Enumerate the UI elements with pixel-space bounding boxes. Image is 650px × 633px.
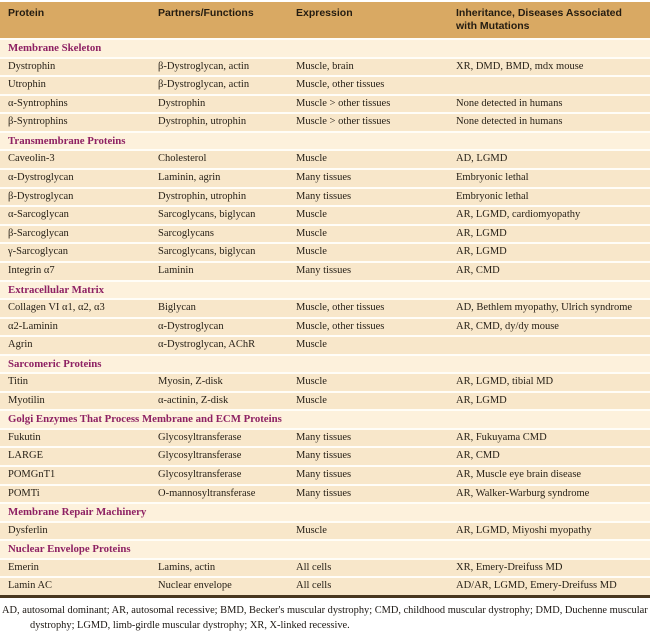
inheritance-cell: AR, CMD, dy/dy mouse (448, 318, 650, 337)
section-title: Nuclear Envelope Proteins (0, 540, 650, 558)
protein-cell: Fukutin (0, 429, 150, 448)
table-row (0, 559, 650, 578)
partners-cell: Glycosyltransferase (150, 429, 288, 448)
table-row (0, 429, 650, 448)
inheritance-cell: AR, LGMD, Miyoshi myopathy (448, 522, 650, 541)
table-row (0, 243, 650, 262)
protein-cell: LARGE (0, 447, 150, 466)
expression-cell: Many tissues (288, 447, 448, 466)
table-row (0, 522, 650, 541)
protein-cell: Agrin (0, 336, 150, 355)
expression-cell: Many tissues (288, 262, 448, 281)
section-header-row (0, 355, 650, 373)
protein-cell: Lamin AC (0, 577, 150, 596)
partners-cell: Sarcoglycans, biglycan (150, 243, 288, 262)
inheritance-cell: AR, Walker-Warburg syndrome (448, 485, 650, 504)
expression-cell: Many tissues (288, 485, 448, 504)
protein-cell: Myotilin (0, 392, 150, 411)
inheritance-cell: XR, Emery-Dreifuss MD (448, 559, 650, 578)
expression-cell: Muscle (288, 206, 448, 225)
table-row (0, 299, 650, 318)
section-title: Membrane Skeleton (0, 39, 650, 57)
partners-cell: β-Dystroglycan, actin (150, 58, 288, 77)
section-header-row (0, 410, 650, 428)
protein-cell: Emerin (0, 559, 150, 578)
section-header-row (0, 39, 650, 57)
inheritance-cell: AR, LGMD, tibial MD (448, 373, 650, 392)
protein-cell: α2-Laminin (0, 318, 150, 337)
section-title: Golgi Enzymes That Process Membrane and ECM Proteins (0, 410, 650, 428)
section-title: Extracellular Matrix (0, 281, 650, 299)
partners-cell: Glycosyltransferase (150, 447, 288, 466)
table-row (0, 577, 650, 596)
inheritance-cell: AD/AR, LGMD, Emery-Dreifuss MD (448, 577, 650, 596)
table-row (0, 113, 650, 132)
protein-cell: Titin (0, 373, 150, 392)
inheritance-cell: XR, DMD, BMD, mdx mouse (448, 58, 650, 77)
expression-cell: Muscle (288, 336, 448, 355)
table-row (0, 150, 650, 169)
expression-cell: Muscle (288, 243, 448, 262)
partners-cell: α-Dystroglycan, AChR (150, 336, 288, 355)
inheritance-cell (448, 336, 650, 355)
inheritance-cell: AR, CMD (448, 262, 650, 281)
partners-cell (150, 522, 288, 541)
table-row (0, 447, 650, 466)
partners-cell: Lamins, actin (150, 559, 288, 578)
table-header-row (0, 1, 650, 39)
table-row (0, 318, 650, 337)
section-title: Transmembrane Proteins (0, 132, 650, 150)
table-row (0, 76, 650, 95)
partners-cell: Sarcoglycans (150, 225, 288, 244)
expression-cell: Muscle, other tissues (288, 318, 448, 337)
expression-cell: All cells (288, 577, 448, 596)
inheritance-cell: AR, LGMD (448, 225, 650, 244)
section-header-row (0, 132, 650, 150)
expression-cell: Muscle > other tissues (288, 113, 448, 132)
protein-cell: α-Sarcoglycan (0, 206, 150, 225)
expression-cell: Muscle (288, 392, 448, 411)
expression-cell: Muscle, other tissues (288, 299, 448, 318)
protein-cell: Integrin α7 (0, 262, 150, 281)
protein-cell: Collagen VI α1, α2, α3 (0, 299, 150, 318)
table-row (0, 262, 650, 281)
column-header-partners: Partners/Functions (150, 1, 288, 39)
inheritance-cell: Embryonic lethal (448, 188, 650, 207)
inheritance-cell (448, 76, 650, 95)
table-row (0, 169, 650, 188)
inheritance-cell: AR, Fukuyama CMD (448, 429, 650, 448)
protein-cell: β-Dystroglycan (0, 188, 150, 207)
expression-cell: Muscle (288, 150, 448, 169)
section-title: Sarcomeric Proteins (0, 355, 650, 373)
expression-cell: Many tissues (288, 169, 448, 188)
table-footnote: AD, autosomal dominant; AR, autosomal recessive; BMD, Becker's muscular dystrophy; CMD, childhood muscular dystrophy; DMD, Duchenne muscular dystrophy; LGMD, limb-girdle muscular dystrophy; XR, X-linked recessive. (2, 604, 648, 631)
protein-cell: α-Syntrophins (0, 95, 150, 114)
partners-cell: Dystrophin (150, 95, 288, 114)
partners-cell: Myosin, Z-disk (150, 373, 288, 392)
protein-cell: α-Dystroglycan (0, 169, 150, 188)
protein-cell: Utrophin (0, 76, 150, 95)
table-row (0, 95, 650, 114)
section-header-row (0, 503, 650, 521)
inheritance-cell: AD, LGMD (448, 150, 650, 169)
inheritance-cell: Embryonic lethal (448, 169, 650, 188)
table-header (0, 1, 650, 39)
partners-cell: Laminin, agrin (150, 169, 288, 188)
partners-cell: α-actinin, Z-disk (150, 392, 288, 411)
expression-cell: Muscle (288, 373, 448, 392)
expression-cell: Muscle, brain (288, 58, 448, 77)
inheritance-cell: AR, LGMD, cardiomyopathy (448, 206, 650, 225)
section-header-row (0, 281, 650, 299)
inheritance-cell: None detected in humans (448, 95, 650, 114)
protein-cell: β-Syntrophins (0, 113, 150, 132)
column-header-expression: Expression (288, 1, 448, 39)
table-row (0, 206, 650, 225)
column-header-protein: Protein (0, 1, 150, 39)
inheritance-cell: AR, CMD (448, 447, 650, 466)
expression-cell: Muscle, other tissues (288, 76, 448, 95)
inheritance-cell: AR, LGMD (448, 243, 650, 262)
partners-cell: α-Dystroglycan (150, 318, 288, 337)
protein-cell: Dysferlin (0, 522, 150, 541)
expression-cell: Muscle (288, 522, 448, 541)
inheritance-cell: AR, LGMD (448, 392, 650, 411)
partners-cell: Laminin (150, 262, 288, 281)
partners-cell: O-mannosyltransferase (150, 485, 288, 504)
partners-cell: Dystrophin, utrophin (150, 188, 288, 207)
protein-cell: Dystrophin (0, 58, 150, 77)
table-body (0, 39, 650, 596)
partners-cell: Glycosyltransferase (150, 466, 288, 485)
column-header-inheritance: Inheritance, Diseases Associated with Mutations (448, 1, 650, 39)
partners-cell: Sarcoglycans, biglycan (150, 206, 288, 225)
expression-cell: Many tissues (288, 429, 448, 448)
inheritance-cell: None detected in humans (448, 113, 650, 132)
table-row (0, 336, 650, 355)
inheritance-cell: AD, Bethlem myopathy, Ulrich syndrome (448, 299, 650, 318)
partners-cell: Cholesterol (150, 150, 288, 169)
table-row (0, 466, 650, 485)
partners-cell: β-Dystroglycan, actin (150, 76, 288, 95)
expression-cell: Many tissues (288, 188, 448, 207)
protein-cell: β-Sarcoglycan (0, 225, 150, 244)
table-row (0, 485, 650, 504)
section-header-row (0, 540, 650, 558)
protein-cell: γ-Sarcoglycan (0, 243, 150, 262)
inheritance-cell: AR, Muscle eye brain disease (448, 466, 650, 485)
table-row (0, 225, 650, 244)
partners-cell: Biglycan (150, 299, 288, 318)
expression-cell: Muscle > other tissues (288, 95, 448, 114)
table-row (0, 58, 650, 77)
expression-cell: Muscle (288, 225, 448, 244)
table-row (0, 188, 650, 207)
table-row (0, 373, 650, 392)
expression-cell: Many tissues (288, 466, 448, 485)
protein-cell: POMTi (0, 485, 150, 504)
section-title: Membrane Repair Machinery (0, 503, 650, 521)
protein-cell: Caveolin-3 (0, 150, 150, 169)
partners-cell: Dystrophin, utrophin (150, 113, 288, 132)
protein-cell: POMGnT1 (0, 466, 150, 485)
table-row (0, 392, 650, 411)
expression-cell: All cells (288, 559, 448, 578)
partners-cell: Nuclear envelope (150, 577, 288, 596)
